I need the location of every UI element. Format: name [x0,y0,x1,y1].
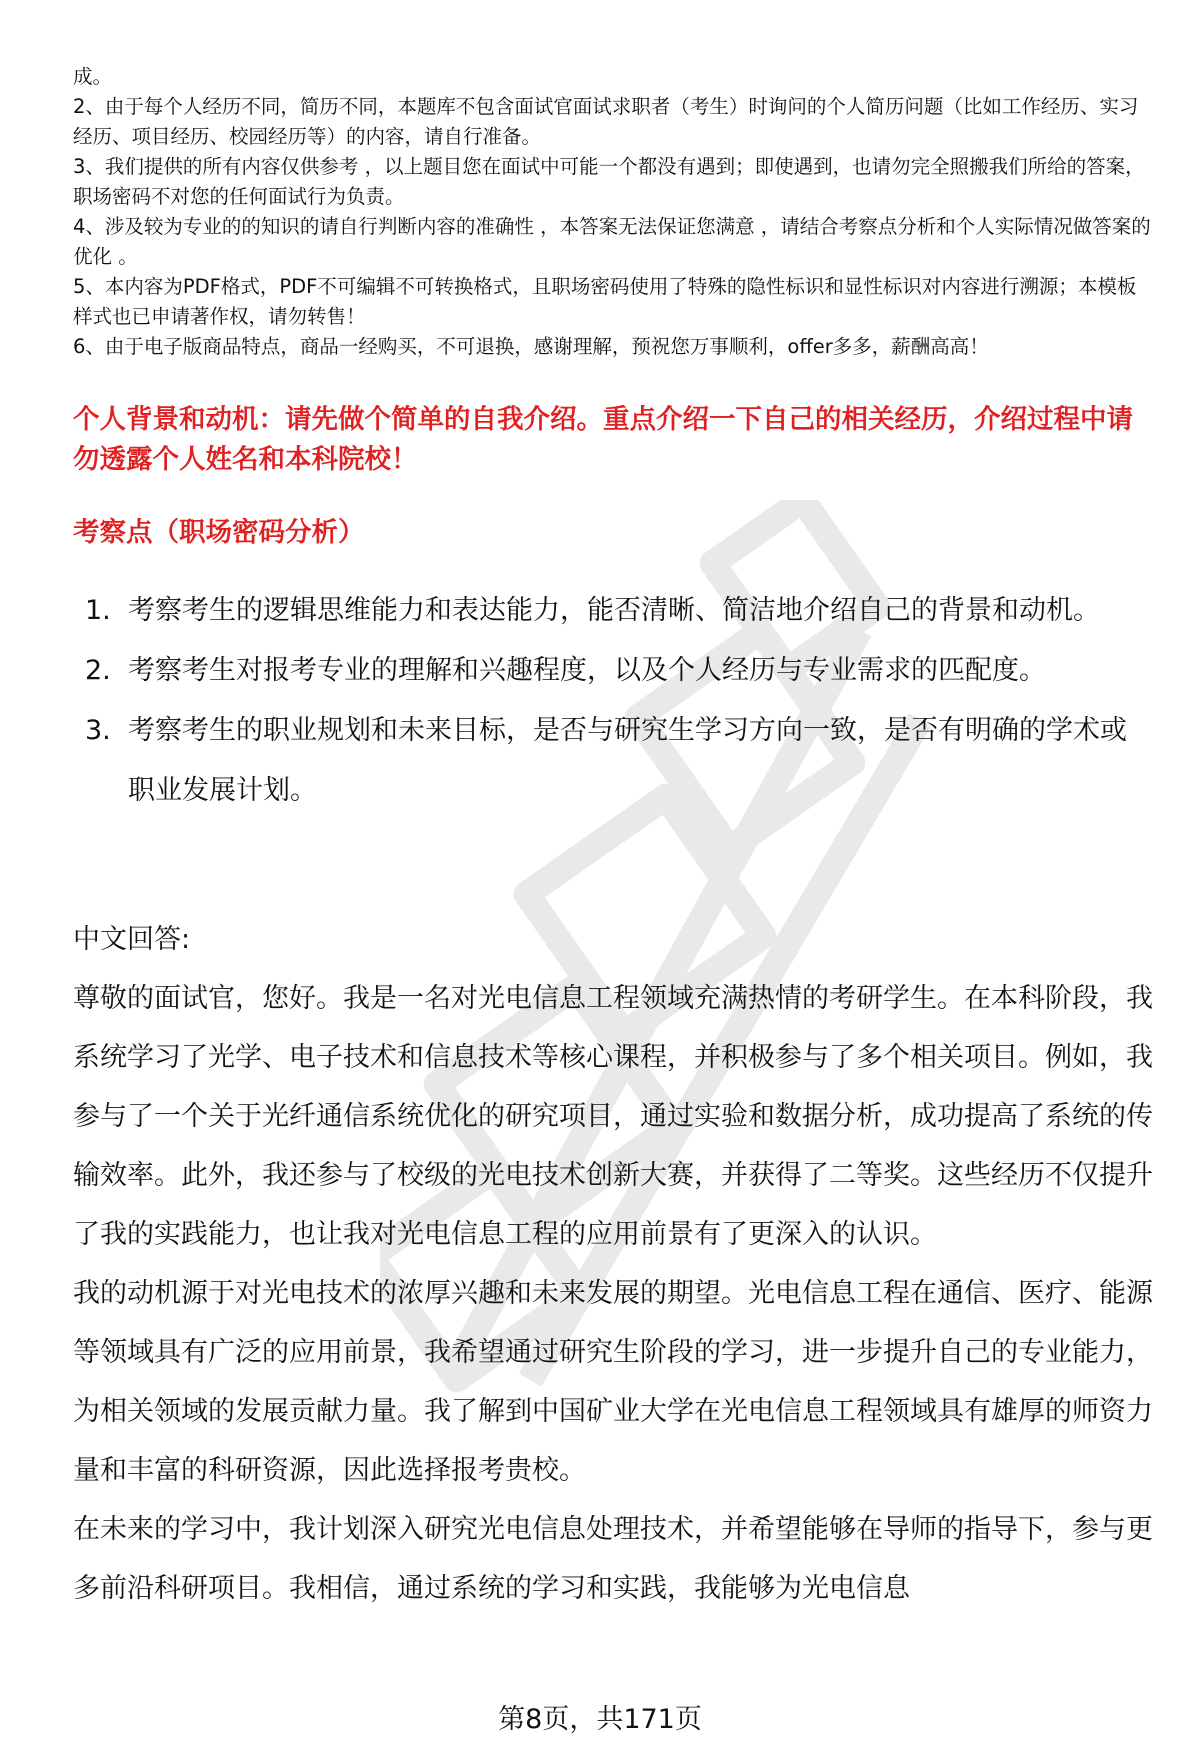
point-number: 2. [85,655,111,686]
answer-label: 中文回答: [73,924,191,955]
analysis-point [73,581,1153,641]
point-text: 考察考生对报考专业的理解和兴趣程度，以及个人经历与专业需求的匹配度。 [128,655,1046,686]
answer-paragraph: 在未来的学习中，我计划深入研究光电信息处理技术，并希望能够在导师的指导下，参与更多前沿科研项目。我相信，通过系统的学习和实践，我能够为光电信息 [73,1514,1153,1604]
point-number: 1. [85,595,111,626]
analysis-heading: 考察点（职场密码分析） [73,517,365,548]
notice-item: 4、涉及较为专业的的知识的请自行判断内容的准确性 ，本答案无法保证您满意 ，请结合考察点分析和个人实际情况做答案的优化 。 [73,215,1151,268]
point-number: 3. [85,715,111,746]
analysis-point [73,641,1153,701]
answer-paragraph: 尊敬的面试官，您好。我是一名对光电信息工程领域充满热情的考研学生。在本科阶段，我系统学习了光学、电子技术和信息技术等核心课程，并积极参与了多个相关项目。例如，我参与了一个关于光纤通信系统优化的研究项目，通过实验和数据分析，成功提高了系统的传输效率。此外，我还参与了校级的光电技术创新大赛，并获得了二等奖。这些经历不仅提升了我的实践能力，也让我对光电信息工程的应用前景有了更深入的认识。 [73,983,1153,1250]
notice-item: 5、本内容为PDF格式，PDF不可编辑不可转换格式，且职场密码使用了特殊的隐性标识和显性标识对内容进行溯源；本模板样式也已申请著作权，请勿转售！ [73,275,1137,328]
analysis-points-list [73,581,1153,821]
answer-section [73,910,1153,1618]
page-footer: 第8页，共171页 [498,1704,702,1735]
analysis-point [73,701,1153,821]
question-heading: 个人背景和动机：请先做个简单的自我介绍。重点介绍一下自己的相关经历，介绍过程中请勿透露个人姓名和本科院校！ [73,404,1133,475]
notice-item: 6、由于电子版商品特点，商品一经购买，不可退换，感谢理解，预祝您万事顺利，offer多多，薪酬高高！ [73,335,989,358]
notice-item: 成。 [73,65,113,88]
notice-item: 3、我们提供的所有内容仅供参考 ，以上题目您在面试中可能一个都没有遇到；即使遇到，也请勿完全照搬我们所给的答案，职场密码不对您的任何面试行为负责。 [73,155,1145,208]
point-text: 考察考生的逻辑思维能力和表达能力，能否清晰、简洁地介绍自己的背景和动机。 [128,595,1100,626]
notice-item: 2、由于每个人经历不同，简历不同，本题库不包含面试官面试求职者（考生）时询问的个人简历问题（比如工作经历、实习经历、项目经历、校园经历等）的内容，请自行准备。 [73,95,1139,148]
notice-list [73,62,1153,362]
point-text: 考察考生的职业规划和未来目标，是否与研究生学习方向一致，是否有明确的学术或职业发展计划。 [128,715,1127,806]
answer-paragraph: 我的动机源于对光电技术的浓厚兴趣和未来发展的期望。光电信息工程在通信、医疗、能源等领域具有广泛的应用前景，我希望通过研究生阶段的学习，进一步提升自己的专业能力，为相关领域的发展贡献力量。我了解到中国矿业大学在光电信息工程领域具有雄厚的师资力量和丰富的科研资源，因此选择报考贵校。 [73,1278,1153,1486]
